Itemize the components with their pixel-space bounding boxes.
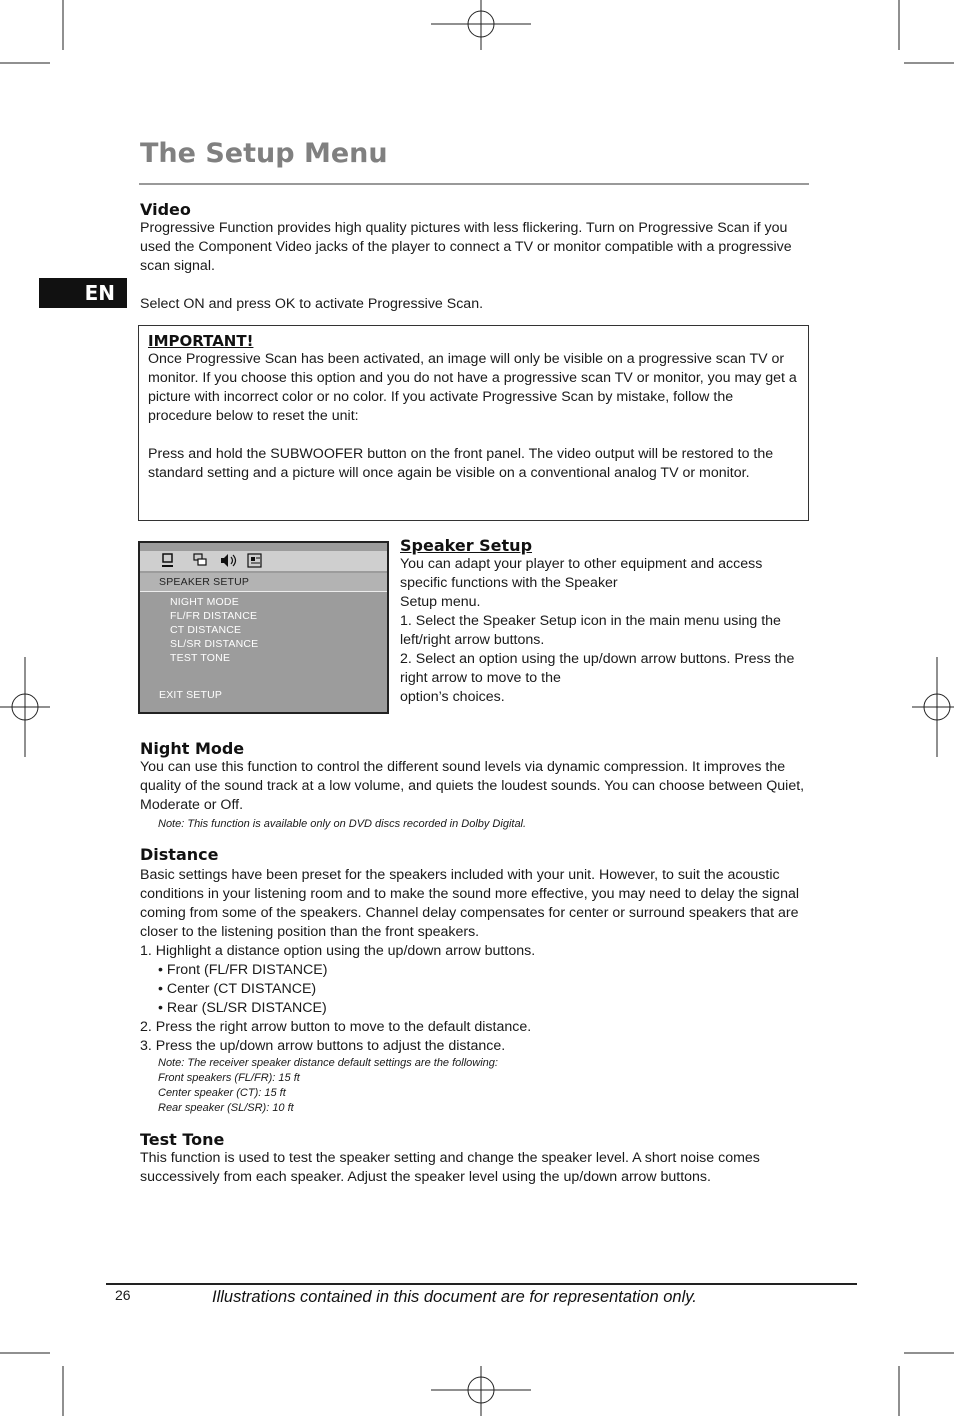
page-number: 26 xyxy=(115,1287,131,1303)
speaker-icon xyxy=(221,554,236,567)
test-tone-paragraph: This function is used to test the speaker setting and change the speaker level. A short noise comes successively from each speaker. Adjust the speaker level using the up/down arrow buttons. xyxy=(140,1150,760,1185)
distance-bullet-rear: • Rear (SL/SR DISTANCE) xyxy=(158,1000,327,1016)
speaker-setup-section xyxy=(400,536,808,707)
distance-note-rear: Rear speaker (SL/SR): 10 ft xyxy=(158,1102,294,1114)
important-paragraph: Once Progressive Scan has been activated, an image will only be visible on a progressive scan TV or monitor. If you choose this option and you do not have a progressive scan TV or monitor, you may get a picture with incorrect color or no color. If you activate Progressive Scan by mistake, follow the procedure below to reset the unit: xyxy=(148,351,797,424)
speaker-setup-step-2-cont: option’s choices. xyxy=(400,689,505,705)
important-heading: IMPORTANT! xyxy=(148,332,254,350)
test-tone-section xyxy=(140,1130,808,1187)
monitor-icon xyxy=(162,554,173,566)
distance-heading: Distance xyxy=(140,845,219,864)
night-mode-note: Note: This function is available only on DVD discs recorded in Dolby Digital. xyxy=(158,818,527,830)
test-tone-heading: Test Tone xyxy=(140,1130,225,1149)
menu-icon-bar xyxy=(140,551,387,571)
important-box xyxy=(138,325,809,521)
menu-item-night-mode[interactable]: NIGHT MODE xyxy=(170,596,239,608)
page-title: The Setup Menu xyxy=(140,138,388,169)
menu-header-label: SPEAKER SETUP xyxy=(159,576,250,588)
video-paragraph: Progressive Function provides high quality pictures with less flickering. Turn on Progressive Scan if you used the Component Video jacks of the player to connect a TV or monitor compatible with a progressive scan signal. xyxy=(140,220,792,274)
video-section xyxy=(140,200,805,314)
settings-icon xyxy=(248,554,261,567)
distance-paragraph: Basic settings have been preset for the speakers included with your unit. However, to suit the acoustic conditions in your listening room and to make the sound more effective, you may need to delay the signal coming from some of the speakers. Channel delay compensates for center or surround speakers that are closer to the listening position than the front speakers. xyxy=(140,867,800,940)
speaker-setup-heading: Speaker Setup xyxy=(400,536,533,555)
distance-note-intro: Note: The receiver speaker distance default settings are the following: xyxy=(158,1057,498,1069)
distance-section xyxy=(140,845,808,1116)
night-mode-paragraph: You can use this function to control the different sound levels via dynamic compression. It improves the quality of the sound track at a low volume, and quiets the loudest sounds. You can choose between Quiet, Moderate or Off. xyxy=(140,759,805,813)
menu-item-fl-fr-distance[interactable]: FL/FR DISTANCE xyxy=(170,610,258,622)
menu-header xyxy=(140,573,387,592)
menu-item-ct-distance[interactable]: CT DISTANCE xyxy=(170,624,242,636)
speaker-setup-menu-illustration xyxy=(138,541,389,714)
footer-disclaimer: Illustrations contained in this document are for representation only. xyxy=(212,1288,697,1306)
footer-divider xyxy=(106,1283,857,1285)
distance-step-3: 3. Press the up/down arrow buttons to adjust the distance. xyxy=(140,1038,506,1054)
night-mode-heading: Night Mode xyxy=(140,739,245,758)
night-mode-section xyxy=(140,739,808,832)
speaker-setup-step-1: 1. Select the Speaker Setup icon in the main menu using the left/right arrow buttons. xyxy=(400,613,781,648)
distance-note-front: Front speakers (FL/FR): 15 ft xyxy=(158,1072,300,1084)
speaker-setup-intro: You can adapt your player to other equipment and access specific functions with the Speaker xyxy=(400,556,763,591)
speaker-setup-intro-cont: Setup menu. xyxy=(400,594,481,610)
menu-exit-setup[interactable]: EXIT SETUP xyxy=(159,689,223,701)
language-tab: EN xyxy=(39,278,127,308)
title-divider xyxy=(139,183,809,185)
menu-item-test-tone[interactable]: TEST TONE xyxy=(170,652,231,664)
video-heading: Video xyxy=(140,200,191,219)
language-icon xyxy=(194,554,206,565)
distance-bullet-center: • Center (CT DISTANCE) xyxy=(158,981,317,997)
menu-item-sl-sr-distance[interactable]: SL/SR DISTANCE xyxy=(170,638,259,650)
important-reset-instructions: Press and hold the SUBWOOFER button on the front panel. The video output will be restored to the standard setting and a picture will once again be visible on a conventional analog TV or monitor. xyxy=(148,446,774,481)
video-instruction: Select ON and press OK to activate Progressive Scan. xyxy=(140,296,484,312)
distance-note-center: Center speaker (CT): 15 ft xyxy=(158,1087,286,1099)
distance-bullet-front: • Front (FL/FR DISTANCE) xyxy=(158,962,328,978)
distance-step-1: 1. Highlight a distance option using the up/down arrow buttons. xyxy=(140,943,536,959)
speaker-setup-step-2: 2. Select an option using the up/down arrow buttons. Press the right arrow to move to the xyxy=(400,651,795,686)
distance-step-2: 2. Press the right arrow button to move to the default distance. xyxy=(140,1019,532,1035)
